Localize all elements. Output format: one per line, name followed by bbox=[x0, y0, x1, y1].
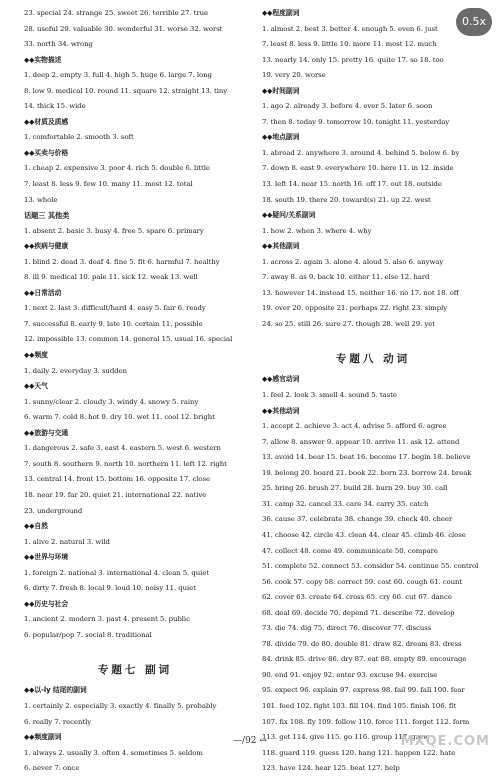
left-word-list-line: 1. certainly 2. especially 3. exactly 4. finally 5. probably bbox=[24, 701, 217, 710]
left-word-list-line: 6. never 7. once bbox=[24, 764, 80, 773]
left-section-heading: ◆◆疾病与健康 bbox=[24, 242, 69, 251]
left-section-heading: ◆◆世界与环境 bbox=[24, 553, 69, 562]
left-word-list-line: 7. least 8. less 9. few 10. many 11. most 12. total bbox=[24, 180, 193, 189]
left-word-list-line: 8. ill 9. medical 10. pale 11. sick 12. weak 13. well bbox=[24, 273, 198, 282]
right-word-list-line: 1. ago 2. already 3. before 4. ever 5. later 6. soon bbox=[262, 102, 433, 111]
right-word-list-line: 62. cover 63. create 64. cross 65. cry 66. cut 67. dance bbox=[262, 593, 452, 602]
right-word-list-line: 123. have 124. hear 125. beat 127. help bbox=[262, 764, 400, 773]
right-word-list-line: 1. abroad 2. anywhere 3. around 4. behind 5. below 6. by bbox=[262, 148, 460, 157]
right-chapter-title: 专题八 动词 bbox=[335, 353, 411, 366]
right-word-list-line: 78. divide 79. do 80. double 81. draw 82. dream 83. dress bbox=[262, 639, 462, 648]
left-section-heading: ◆◆以-ly 结尾的副词 bbox=[24, 686, 87, 695]
left-word-list-line: 28. useful 29. valuable 30. wonderful 31. worse 32. worst bbox=[24, 24, 223, 33]
right-word-list-line: 19. over 20. opposite 21. perhaps 22. right 23. simply bbox=[262, 304, 448, 313]
left-word-list-line: 1. dangerous 2. safe 3. east 4. eastern 5. west 6. western bbox=[24, 444, 221, 453]
right-word-list-line: 1. across 2. again 3. alone 4. aloud 5. also 6. anyway bbox=[262, 257, 444, 266]
left-column bbox=[24, 6, 246, 777]
left-word-list-line: 1. foreign 2. national 3. international 4. clean 5. quiet bbox=[24, 568, 210, 577]
left-word-list-line: 12. impossible 13. common 14. general 15. usual 16. special bbox=[24, 335, 233, 344]
right-word-list-line: 7. down 8. east 9. everywhere 10. here 11. in 12. inside bbox=[262, 164, 454, 173]
right-word-list-line: 73. die 74. dig 75. direct 76. discover 77. discuss bbox=[262, 624, 432, 633]
right-word-list-line: 36. cause 37. celebrate 38. change 39. check 40. cheer bbox=[262, 515, 453, 524]
left-word-list-line: 18. near 19. far 20. quiet 21. international 22. native bbox=[24, 490, 207, 499]
left-word-list-line: 8. low 9. medical 10. round 11. square 12. straight 13. tiny bbox=[24, 86, 228, 95]
left-section-heading: ◆◆旅游与交通 bbox=[24, 428, 69, 437]
zoom-badge[interactable]: 0.5x bbox=[456, 8, 492, 36]
left-word-list-line: 1. deep 2. empty 3. full 4. high 5. huge 6. large 7. long bbox=[24, 71, 212, 80]
right-word-list-line: 19. very 20. worse bbox=[262, 71, 326, 80]
left-word-list-line: 1. daily 2. everyday 3. sudden bbox=[24, 366, 127, 375]
right-section-heading: ◆◆疑问/关系副词 bbox=[262, 211, 316, 220]
left-word-list-line: 13. whole bbox=[24, 195, 58, 204]
left-section-heading: ◆◆日常活动 bbox=[24, 288, 62, 297]
right-section-heading: ◆◆感官动词 bbox=[262, 375, 300, 384]
right-word-list-line: 107. fix 108. fly 109. follow 110. force 111. forget 112. form bbox=[262, 717, 470, 726]
right-word-list-line: 25. bring 26. brush 27. build 28. burn 29. buy 30. call bbox=[262, 484, 448, 493]
left-section-heading: ◆◆天气 bbox=[24, 382, 48, 391]
right-word-list-line: 101. feed 102. fight 103. fill 104. find 105. finish 106. fit bbox=[262, 701, 457, 710]
left-word-list-line: 1. cheap 2. expensive 3. poor 4. rich 5. double 6. little bbox=[24, 164, 210, 173]
right-word-list-line: 68. deal 69. decide 70. depend 71. describe 72. develop bbox=[262, 608, 455, 617]
left-section-heading: ◆◆频度副词 bbox=[24, 733, 62, 742]
right-word-list-line: 84. drink 85. drive 86. dry 87. eat 88. empty 89. encourage bbox=[262, 655, 467, 664]
left-word-list-line: 33. north 34. wrong bbox=[24, 40, 93, 49]
right-section-heading: ◆◆程度副词 bbox=[262, 9, 300, 17]
right-word-list-line: 118. guard 119. guess 120. hang 121. happen 122. hate bbox=[262, 748, 456, 757]
right-word-list-line: 19. belong 20. board 21. book 22. born 23. borrow 24. break bbox=[262, 468, 472, 477]
right-spacer bbox=[262, 332, 484, 346]
left-word-list-line: 1. absent 2. basic 3. busy 4. free 5. spare 6. primary bbox=[24, 226, 204, 235]
right-word-list-line: 13. nearly 14. only 15. pretty 16. quite 17. so 18. too bbox=[262, 55, 444, 64]
right-word-list-line: 13. left 14. near 15. north 16. off 17. out 18. outside bbox=[262, 180, 442, 189]
right-section-heading: ◆◆其他动词 bbox=[262, 406, 300, 415]
right-word-list-line: 7. then 8. today 9. tomorrow 10. tonight 11. yesterday bbox=[262, 117, 450, 126]
left-word-list-line: 7. south 8. southern 9. north 10. northern 11. left 12. right bbox=[24, 459, 227, 468]
left-word-list-line: 1. blind 2. dead 3. deaf 4. fine 5. fit 6. harmful 7. healthy bbox=[24, 257, 220, 266]
left-section-heading: ◆◆材质及质感 bbox=[24, 117, 69, 126]
right-column bbox=[262, 6, 484, 777]
right-word-list-line: 18. south 19. there 20. toward(s) 21. up 22. west bbox=[262, 195, 431, 204]
left-word-list-line: 6. dirty 7. fresh 8. local 9. loud 10. noisy 11. quiet bbox=[24, 584, 196, 593]
left-word-list-line: 1. sunny/clear 2. cloudy 3. windy 4. snowy 5. rainy bbox=[24, 397, 199, 406]
left-spacer bbox=[24, 643, 246, 657]
watermark-logo: MXQE.COM bbox=[400, 734, 490, 749]
left-word-list-line: 14. thick 15. wide bbox=[24, 102, 86, 111]
right-word-list-line: 41. choose 42. circle 43. clean 44. clear 45. climb 46. close bbox=[262, 530, 466, 539]
right-word-list-line: 13. avoid 14. bear 15. beat 16. become 17. begin 18. believe bbox=[262, 453, 471, 462]
left-word-list-line: 6. warm 7. cold 8. hot 9. dry 10. wet 11. cool 12. bright bbox=[24, 413, 215, 422]
right-word-list-line: 90. end 91. enjoy 92. enter 93. excuse 94. exercise bbox=[262, 670, 438, 679]
right-section-heading: ◆◆时间副词 bbox=[262, 86, 300, 95]
right-word-list-line: 7. away 8. as 9. back 10. either 11. else 12. hard bbox=[262, 273, 430, 282]
right-section-heading: ◆◆地点副词 bbox=[262, 133, 300, 142]
left-word-list-line: 6. really 7. recently bbox=[24, 717, 92, 726]
right-word-list-line: 1. feel 2. look 3. smell 4. sound 5. taste bbox=[262, 391, 397, 400]
right-word-list-line: 1. accept 2. achieve 3. act 4. advise 5. afford 6. agree bbox=[262, 422, 447, 431]
left-section-heading: ◆◆实物描述 bbox=[24, 55, 62, 64]
right-word-list-line: 113. get 114. give 115. go 116. group 117. grow bbox=[262, 733, 429, 742]
right-word-list-line: 47. collect 48. come 49. communicate 50. compare bbox=[262, 546, 438, 555]
right-word-list-line: 1. almost 2. best 3. better 4. enough 5. even 6. just bbox=[262, 24, 438, 33]
right-section-heading: ◆◆其他副词 bbox=[262, 242, 300, 251]
right-word-list-line: 56. cook 57. copy 58. correct 59. cost 60. cough 61. count bbox=[262, 577, 463, 586]
right-word-list-line: 51. complete 52. connect 53. consider 54. continue 55. control bbox=[262, 562, 479, 571]
left-word-list-line: 6. popular/pop 7. social 8. traditional bbox=[24, 630, 152, 639]
right-word-list-line: 31. camp 32. cancel 33. care 34. carry 35. catch bbox=[262, 499, 429, 508]
left-word-list-line: 13. central 14. front 15. bottom 16. opposite 17. close bbox=[24, 475, 211, 484]
left-word-list-line: 1. always 2. usually 3. often 4. sometimes 5. seldom bbox=[24, 748, 203, 757]
right-word-list-line: 7. allow 8. answer 9. appear 10. arrive 11. ask 12. attend bbox=[262, 437, 460, 446]
left-word-list-line: 1. comfortable 2. smooth 3. soft bbox=[24, 133, 134, 142]
left-chapter-title: 专题七 副词 bbox=[97, 664, 173, 677]
left-section-heading: ◆◆买卖与价格 bbox=[24, 148, 69, 157]
left-section-heading: ◆◆频度 bbox=[24, 351, 48, 360]
left-word-list-line: 1. ancient 2. modern 3. past 4. present 5. public bbox=[24, 615, 190, 624]
left-word-list-line: 23. underground bbox=[24, 506, 83, 515]
left-word-list-line: 1. alive 2. natural 3. wild bbox=[24, 537, 110, 546]
left-word-list-line: 7. successful 8. early 9. late 10. certain 11. possible bbox=[24, 319, 203, 328]
left-section-heading: ◆◆自然 bbox=[24, 522, 48, 531]
right-word-list-line: 95. expect 96. explain 97. express 98. fail 99. fall 100. fear bbox=[262, 686, 465, 695]
page-number: —/92 ↔ bbox=[233, 736, 267, 746]
right-word-list-line: 13. however 14. instead 15. neither 16. no 17. not 18. off bbox=[262, 288, 459, 297]
left-section-heading: ◆◆历史与社会 bbox=[24, 599, 69, 608]
left-topic-heading: 话题三 其他类 bbox=[24, 211, 70, 221]
right-word-list-line: 1. how 2. when 3. where 4. why bbox=[262, 226, 372, 235]
left-word-list-line: 23. special 24. strange 25. sweet 26. terrible 27. true bbox=[24, 9, 209, 17]
right-word-list-line: 7. least 8. less 9. little 10. more 11. most 12. much bbox=[262, 40, 437, 49]
left-word-list-line: 1. next 2. last 3. difficult/hard 4. easy 5. fair 6. ready bbox=[24, 304, 206, 313]
right-word-list-line: 24. so 25. still 26. sure 27. though 28. well 29. yet bbox=[262, 319, 435, 328]
